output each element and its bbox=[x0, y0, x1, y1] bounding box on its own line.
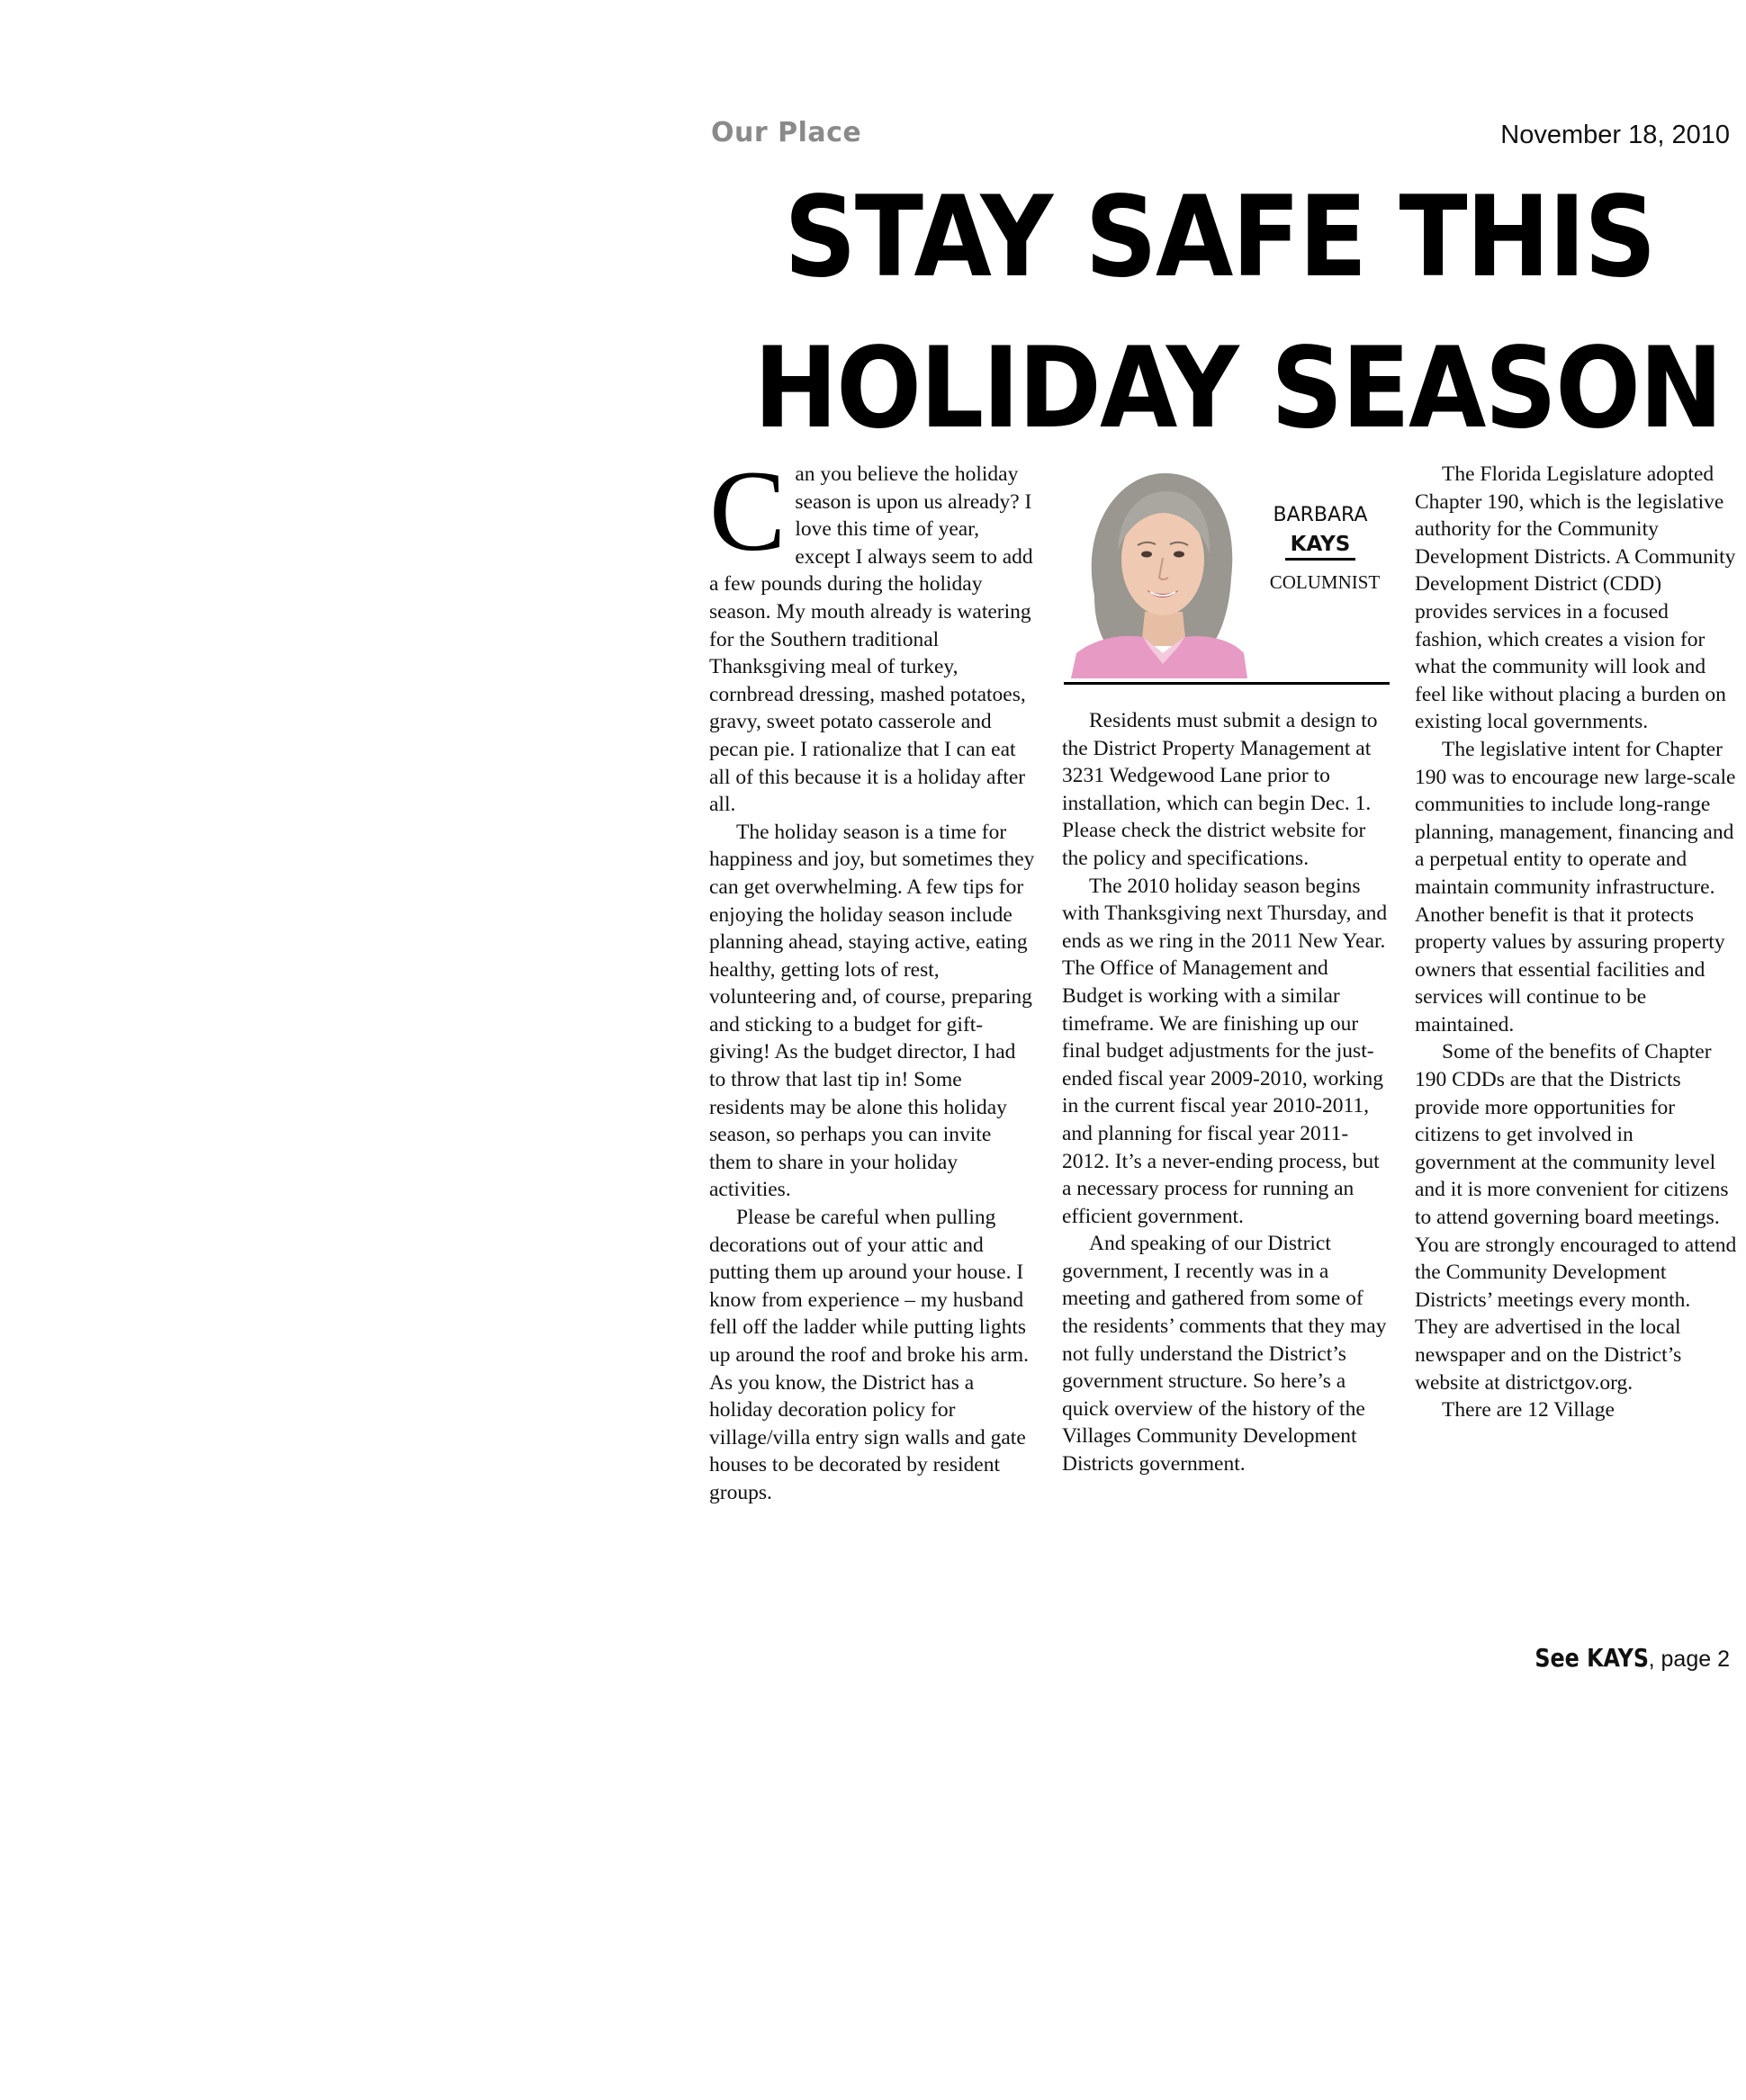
jump-line bbox=[1515, 1643, 1730, 1673]
columnist-box bbox=[1064, 461, 1390, 685]
columnist-role: COLUMNIST bbox=[1269, 571, 1381, 593]
paragraph: And speaking of our District government, I recently was in a meeting and gathered from some of the residents’ comments that they may not fully understand the District’s government structure. So here’s a quick overview of the history of the Villages Community Development Districts government. bbox=[1062, 1232, 1387, 1476]
paragraph: The holiday season is a time for happiness and joy, but sometimes they can get overwhelming. A few tips for enjoying the holiday season include planning ahead, staying active, eating healthy, getting lots of rest, volunteering and, of course, preparing and sticking to a budget for gift-giving! As the budget director, I had to throw that last tip in! Some residents may be alone this holiday season, so perhaps you can invite them to share in your holiday activities. bbox=[709, 820, 1035, 1202]
columnist-first-name: BARBARA bbox=[1273, 504, 1368, 526]
paragraph: The legislative intent for Chapter 190 was to encourage new large-scale communities to include long-range planning, management, financing and a perpetual entity to operate and maintain community infrastructure. Another benefit is that it protects property values by assuring property owners that essential facilities and services will continue to be maintained. bbox=[1415, 737, 1736, 1037]
columnist-photo bbox=[1067, 461, 1247, 678]
article-column-3 bbox=[1415, 461, 1739, 1424]
columnist-portrait-icon bbox=[1067, 461, 1247, 678]
headline-line-1: STAY SAFE THIS bbox=[784, 173, 1655, 302]
section-label: Our Place bbox=[711, 117, 862, 148]
columnist-last-name: KAYS bbox=[1285, 533, 1355, 561]
drop-cap: C bbox=[709, 447, 787, 575]
paragraph: Some of the benefits of Chapter 190 CDDs are that the Districts provide more opportunities for citizens to get involved in government at the community level and it is more convenient for citizens to attend governing board meetings. You are strongly encouraged to attend the Community Development Districts’ meetings every month. They are advertised in the local newspaper and on the District’s website at districtgov.org. bbox=[1415, 1040, 1737, 1395]
article-column-1 bbox=[709, 447, 1035, 1507]
paragraph-text: an you believe the holiday season is upon us already? I love this time of year, except I always seem to add a few pounds during the holiday season. My mouth already is watering for the Southern traditional Thanksgiving meal of turkey, cornbread dressing, mashed potatoes, gravy, sweet potato casserole and pecan pie. I rationalize that I can eat all of this because it is a holiday after all. bbox=[709, 462, 1033, 817]
paragraph: There are 12 Village bbox=[1442, 1398, 1615, 1422]
jump-see-label: See KAYS bbox=[1534, 1643, 1649, 1673]
jump-page: , page 2 bbox=[1648, 1647, 1730, 1672]
paragraph: The 2010 holiday season begins with Thanksgiving next Thursday, and ends as we ring in the 2011 New Year. The Office of Management and Budget is working with a similar timeframe. We are finishing up our final budget adjustments for the just-ended fiscal year 2009-2010, working in the current fiscal year 2010-2011, and planning for fiscal year 2011-2012. It’s a never-ending process, but a necessary process for running an efficient government. bbox=[1062, 874, 1388, 1228]
headline bbox=[753, 162, 1722, 464]
issue-date: November 18, 2010 bbox=[1500, 121, 1730, 149]
headline-line-2: HOLIDAY SEASON bbox=[753, 324, 1722, 453]
paragraph: Residents must submit a design to the District Property Management at 3231 Wedgewood Lane prior to installation, which can begin Dec. 1. Please check the district website for the policy and specifications. bbox=[1062, 709, 1378, 870]
paragraph bbox=[709, 447, 1035, 819]
article-column-2 bbox=[1062, 707, 1388, 1478]
paragraph: Please be careful when pulling decorations out of your attic and putting them up around your house. I know from experience – my husband fell off the ladder while putting lights up around the roof and broke his arm. As you know, the District has a holiday decoration policy for village/villa entry sign walls and gate houses to be decorated by resident groups. bbox=[709, 1206, 1030, 1504]
paragraph: The Florida Legislature adopted Chapter 190, which is the legislative authority for the Community Development Districts. A Community Development District (CDD) provides services in a focused fashion, which creates a vision for what the community will look and feel like without placing a burden on existing local governments. bbox=[1415, 462, 1736, 734]
